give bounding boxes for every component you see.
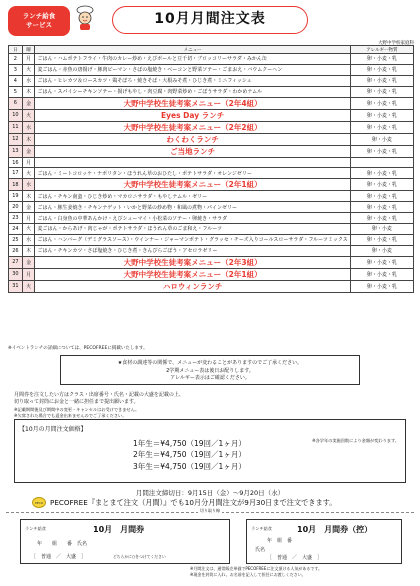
- footer-notes: [190, 566, 322, 579]
- special-menu-cell: 大野中学校生徒考案メニュー（2年1組）: [35, 268, 350, 280]
- slip-copy-size-choice: ［ 普通 ／ 大盛 ］: [267, 555, 323, 561]
- allergen-cell: 卵・小麦・乳: [350, 202, 413, 213]
- logo-line2: サービス: [26, 20, 52, 29]
- menu-weekday-cell: 水: [22, 75, 35, 86]
- allergen-cell: 卵・小麦・乳: [350, 75, 413, 86]
- menu-items-cell: 麦ごはん・からあげ・肉じゃが・ポテトサラダ・ほうれん草のごま和え・フルーツ: [35, 224, 350, 235]
- menu-table-body: [9, 54, 414, 293]
- menu-table: [8, 45, 414, 293]
- slip-copy-name-line: 氏名: [255, 547, 266, 553]
- menu-row: [9, 121, 414, 133]
- allergen-cell: 卵・小麦・乳: [350, 145, 413, 157]
- allergen-cell: [350, 157, 413, 168]
- menu-items-cell: ごはん・チキン南蛮・ひじき炒め・マカロニサラダ・もやしナムル・ゼリー: [35, 191, 350, 202]
- menu-day-cell: 2: [9, 54, 23, 65]
- menu-items-cell: ごはん・チキンカツ・さば塩焼き・ひじき煮・きんぴらごぼう・アセロラゼリー: [35, 245, 350, 256]
- allergen-cell: 卵・小麦・乳: [350, 86, 413, 97]
- menu-weekday-cell: 金: [22, 256, 35, 268]
- col-menu-header: メニュー: [35, 46, 350, 54]
- menu-weekday-cell: 火: [22, 168, 35, 179]
- menu-items-cell: [35, 157, 350, 168]
- allergen-cell: 卵・小麦: [350, 224, 413, 235]
- cut-line-label: 切り取り線: [200, 508, 220, 513]
- allergen-cell: 卵・小麦・乳: [350, 234, 413, 245]
- price-note: ※各学年の実施回数により金額が変わります。: [312, 438, 399, 443]
- allergen-cell: 卵・小麦・乳: [350, 97, 413, 109]
- menu-day-cell: 12: [9, 133, 23, 145]
- menu-weekday-cell: 火: [22, 64, 35, 75]
- menu-day-cell: 5: [9, 86, 23, 97]
- special-menu-cell: 大野中学校生徒考案メニュー（2年2組）: [35, 121, 350, 133]
- menu-row: [9, 157, 414, 168]
- order-instructions: [14, 392, 184, 419]
- slip-school-label: ランチ給食: [25, 526, 46, 531]
- special-menu-cell: 大野中学校生徒考案メニュー（2年3組）: [35, 256, 350, 268]
- menu-weekday-cell: 火: [22, 224, 35, 235]
- special-menu-cell: ハロウィンランチ: [35, 280, 350, 292]
- col-day-header: 日: [9, 46, 23, 54]
- menu-row: [9, 280, 414, 292]
- menu-day-cell: 10: [9, 109, 23, 121]
- menu-row: [9, 145, 414, 157]
- menu-day-cell: 30: [9, 268, 23, 280]
- allergen-cell: 卵・小麦・乳: [350, 168, 413, 179]
- price-heading: 【10月の月間注文価格】: [19, 426, 87, 433]
- menu-day-cell: 27: [9, 256, 23, 268]
- slip-copy-class-line: 年 組 番: [267, 538, 293, 544]
- menu-weekday-cell: 月: [22, 157, 35, 168]
- notice-line3: アレルギー表示はご確認ください。: [170, 375, 250, 381]
- menu-items-cell: 麦ごはん・赤魚の唐揚げ・豚肉ピーマン・さばの塩焼き・ベーコンと野菜ソテー・ごまおえ・バウムクーヘン: [35, 64, 350, 75]
- menu-row: [9, 268, 414, 280]
- menu-row: [9, 224, 414, 235]
- menu-day-cell: 25: [9, 234, 23, 245]
- menu-day-cell: 18: [9, 179, 23, 191]
- menu-weekday-cell: 木: [22, 245, 35, 256]
- menu-day-cell: 13: [9, 145, 23, 157]
- menu-day-cell: 3: [9, 64, 23, 75]
- menu-row: [9, 168, 414, 179]
- slip-size-choice: ［ 普通 ／ 大盛 ］: [31, 554, 87, 560]
- price-grade2: 2年生＝¥4,750（19回／1ヶ月）: [133, 450, 246, 460]
- allergen-cell: 卵・小麦・乳: [350, 64, 413, 75]
- menu-items-cell: ごはん・スパイシーチキンソテー・揚げもやし・肉豆腐・肉野菜炒め・ごぼうサラダ・わかめナムル: [35, 86, 350, 97]
- menu-row: [9, 213, 414, 224]
- special-menu-cell: 大野中学校生徒考案メニュー（2年4組）: [35, 97, 350, 109]
- menu-weekday-cell: 月: [22, 213, 35, 224]
- menu-row: [9, 179, 414, 191]
- slip-title: 10月 月間券: [93, 525, 145, 534]
- menu-day-cell: 16: [9, 157, 23, 168]
- order-slip: [20, 519, 230, 564]
- menu-day-cell: 24: [9, 224, 23, 235]
- menu-weekday-cell: 火: [22, 109, 35, 121]
- special-menu-cell: Eyes Day ランチ: [35, 109, 350, 121]
- allergen-cell: 卵・小麦・乳: [350, 191, 413, 202]
- menu-day-cell: 11: [9, 121, 23, 133]
- menu-items-cell: ごはん・豚生姜焼き・チキンナゲット・いかと野菜の炒め物・和風の煮物・パインゼリー: [35, 202, 350, 213]
- menu-items-cell: ごはん・白身魚の中華あんかけ・えびシューマイ・小松菜のソテー・卵焼き・サラダ: [35, 213, 350, 224]
- menu-day-cell: 26: [9, 245, 23, 256]
- footer-line1: ※月間注文は、通常販売単価でPECOFREEに注文頂ける人気があるです。: [190, 566, 323, 571]
- allergen-cell: 卵・小麦・乳: [350, 213, 413, 224]
- allergen-cell: 卵・小麦: [350, 133, 413, 145]
- allergen-cell: 卵・小麦・乳: [350, 54, 413, 65]
- col-weekday-header: 曜: [22, 46, 35, 54]
- menu-weekday-cell: 木: [22, 191, 35, 202]
- price-box: [14, 419, 406, 483]
- lunch-service-logo: [8, 6, 70, 36]
- menu-weekday-cell: 金: [22, 145, 35, 157]
- menu-weekday-cell: 金: [22, 97, 35, 109]
- notice-line2: 2学期メニュー表は後日お配りします。: [166, 367, 254, 374]
- order-period: 月間注文締切日：9月15日（金）～9月20日（水）: [135, 489, 285, 497]
- notice-line1: ★食材の調達等の関係で、メニューが変わることがありますのでご了承ください。: [117, 360, 303, 366]
- table-caption: ※イベントランチの詳細については、PECOFREEに掲載いたします。: [8, 346, 148, 351]
- allergen-cell: 卵・小麦: [350, 245, 413, 256]
- menu-weekday-cell: 月: [22, 54, 35, 65]
- menu-day-cell: 31: [9, 280, 23, 292]
- menu-weekday-cell: 水: [22, 234, 35, 245]
- menu-items-cell: ごはん・ヒレカツ＆ロースカツ・鶏そぼろ・焼きそば・大根みそ煮・ひじき煮・ミニフィッシュ: [35, 75, 350, 86]
- logo-line1: ランチ給食: [22, 12, 56, 20]
- menu-row: [9, 202, 414, 213]
- chef-mascot-icon: [74, 5, 96, 31]
- notice-box: [60, 355, 360, 385]
- menu-day-cell: 17: [9, 168, 23, 179]
- menu-items-cell: ごはん・ハンバーグ（デミグラスソース）・ウインナー・ジャーマンポテト・グラッセ・チーズ入りコールスローサラダ・フルーツミックス: [35, 234, 350, 245]
- menu-weekday-cell: 木: [22, 86, 35, 97]
- instruction-line4: ※欠席された場合でも返金出来ませんのでご了承ください。: [14, 412, 127, 418]
- menu-weekday-cell: 月: [22, 268, 35, 280]
- menu-weekday-cell: 水: [22, 121, 35, 133]
- menu-row: [9, 64, 414, 75]
- page-title: 10月月間注文表: [112, 6, 308, 34]
- menu-day-cell: 23: [9, 213, 23, 224]
- menu-items-cell: ごはん・ミートコロッケ・ナポリタン・ほうれん草のおひたし・ポテトサラダ・オレンジゼリー: [35, 168, 350, 179]
- order-slip-copy: [246, 519, 402, 564]
- allergen-cell: 卵・小麦・乳: [350, 268, 413, 280]
- footer-line2: ※現金を封筒に入れ、お名前を記入して担任にお渡しください。: [190, 572, 306, 578]
- menu-day-cell: 19: [9, 191, 23, 202]
- special-menu-cell: わくわくランチ: [35, 133, 350, 145]
- special-menu-cell: 大野中学校生徒考案メニュー（2年1組）: [35, 179, 350, 191]
- menu-weekday-cell: 木: [22, 133, 35, 145]
- allergen-cell: 卵・小麦・乳: [350, 179, 413, 191]
- menu-row: [9, 191, 414, 202]
- slip-class-name-line: 年 組 番 氏名: [37, 541, 88, 547]
- instruction-line3: ※記載期間後及び期間中の変更・キャンセルはお受けできません。: [14, 406, 140, 412]
- price-grade3: 3年生＝¥4,750（19回／1ヶ月）: [133, 461, 246, 471]
- menu-weekday-cell: 水: [22, 179, 35, 191]
- slip-size-hint: どちらかに○をつけてください: [113, 554, 166, 559]
- menu-day-cell: 6: [9, 97, 23, 109]
- slip-copy-title: 10月 月間券（控）: [297, 525, 373, 534]
- menu-weekday-cell: 金: [22, 202, 35, 213]
- menu-row: [9, 245, 414, 256]
- menu-items-cell: ごはん・ハムポテトフライ・牛肉のカレー炒め・えびボールと豆千切・ブロッコリーサラダ・みかん缶: [35, 54, 350, 65]
- menu-row: [9, 256, 414, 268]
- menu-day-cell: 20: [9, 202, 23, 213]
- issuer-label: 大野中学校家庭科: [378, 41, 414, 46]
- pecofree-notice: PECOFREE『まとまて注文（月間）』でも10月分月間注文が9月30日まで注文できます。: [50, 498, 337, 507]
- allergen-cell: 卵・小麦・乳: [350, 256, 413, 268]
- allergen-cell: 卵・小麦・乳: [350, 280, 413, 292]
- menu-row: [9, 54, 414, 65]
- menu-row: [9, 97, 414, 109]
- col-allergen-header: アレルギー物質: [350, 46, 413, 54]
- menu-row: [9, 109, 414, 121]
- menu-row: [9, 133, 414, 145]
- menu-day-cell: 4: [9, 75, 23, 86]
- menu-row: [9, 75, 414, 86]
- instruction-line2: 切り取って封筒にお金と一緒に担任まで提出願います。: [14, 399, 139, 406]
- instruction-line1: 月間券を注文したい方はクラス・出席番号・氏名・記載の大盛を記載の上、: [14, 392, 184, 398]
- price-list: [133, 438, 246, 472]
- allergen-cell: 卵・小麦・乳: [350, 121, 413, 133]
- allergen-cell: 卵・小麦・乳: [350, 109, 413, 121]
- pecofree-logo-icon: PECO: [32, 497, 46, 508]
- menu-row: [9, 234, 414, 245]
- slip-copy-school-label: ランチ給食: [251, 526, 272, 531]
- price-grade1: 1年生＝¥4,750（19回／1ヶ月）: [133, 439, 246, 448]
- table-header-row: [9, 46, 414, 54]
- menu-row: [9, 86, 414, 97]
- menu-weekday-cell: 火: [22, 280, 35, 292]
- special-menu-cell: ご当地ランチ: [35, 145, 350, 157]
